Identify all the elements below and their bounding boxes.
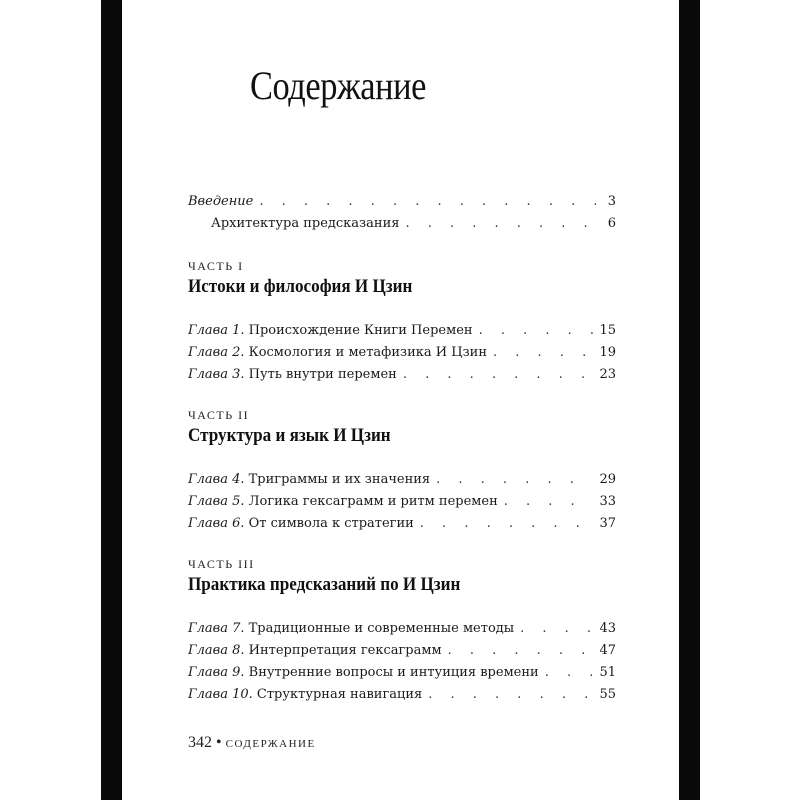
part-1-title: Истоки и философия И Цзин [188,276,413,297]
page-number: 19 [599,345,616,360]
part-2-title: Структура и язык И Цзин [188,425,391,446]
leader-dots [403,365,594,385]
chapter-title: Триграммы и их значения [248,472,431,487]
leader-dots [448,641,594,661]
chapter-prefix: Глава 7. [188,621,245,636]
page-number: 15 [599,323,616,338]
footer-page-number: 342 [188,734,212,751]
page-number: 6 [607,216,616,231]
leader-dots [479,321,594,341]
part-3-title: Практика предсказаний по И Цзин [188,574,461,595]
toc-entry-chapter-10[interactable] [188,685,616,705]
chapter-prefix: Глава 1. [188,323,245,338]
leader-dots [259,192,596,212]
chapter-prefix: Глава 10. [188,687,253,702]
page-number: 43 [599,621,616,636]
chapter-title: Космология и метафизика И Цзин [248,345,488,360]
page-number: 33 [599,494,616,509]
toc-entry-chapter-6[interactable] [188,514,616,534]
part-1-label: ЧАСТЬ I [188,259,244,273]
leader-dots [545,663,594,683]
toc-entry-chapter-4[interactable] [188,470,616,490]
chapter-title: Путь внутри перемен [248,367,397,382]
page-number: 51 [599,665,616,680]
footer-separator: • [216,734,222,751]
chapter-title: Традиционные и современные методы [248,621,515,636]
chapter-prefix: Глава 6. [188,516,245,531]
page-number: 47 [599,643,616,658]
left-black-border [101,0,122,800]
chapter-prefix: Глава 4. [188,472,245,487]
chapter-prefix: Глава 2. [188,345,245,360]
leader-dots [520,619,593,639]
chapter-title: Структурная навигация [256,687,423,702]
page-number: 3 [607,194,616,209]
chapter-prefix: Глава 5. [188,494,245,509]
page-number: 55 [599,687,616,702]
toc-entry-intro[interactable] [188,192,616,212]
chapter-prefix: Глава 8. [188,643,245,658]
toc-entry-chapter-9[interactable] [188,663,616,683]
page-number: 23 [599,367,616,382]
toc-entry-chapter-2[interactable] [188,343,616,363]
leader-dots [493,343,593,363]
toc-entry-chapter-3[interactable] [188,365,616,385]
part-2-label: ЧАСТЬ II [188,408,250,422]
intro-label: Введение [188,194,254,209]
sub-intro-label: Архитектура предсказания [211,216,400,231]
page-number: 29 [599,472,616,487]
chapter-title: Интерпретация гексаграмм [248,643,442,658]
toc-entry-chapter-8[interactable] [188,641,616,661]
chapter-title: Логика гексаграмм и ритм перемен [248,494,498,509]
part-3-label: ЧАСТЬ III [188,557,255,571]
chapter-prefix: Глава 3. [188,367,245,382]
footer-section-name: СОДЕРЖАНИЕ [225,738,316,750]
right-black-border [679,0,700,800]
leader-dots [405,214,596,234]
chapter-title: Происхождение Книги Перемен [248,323,473,338]
leader-dots [504,492,594,512]
toc-entry-chapter-5[interactable] [188,492,616,512]
leader-dots [436,470,593,490]
chapter-title: От символа к стратегии [248,516,414,531]
chapter-title: Внутренние вопросы и интуиция времени [248,665,539,680]
leader-dots [420,514,594,534]
page-title: Содержание [250,63,426,108]
toc-entry-chapter-1[interactable] [188,321,616,341]
leader-dots [428,685,593,705]
chapter-prefix: Глава 9. [188,665,245,680]
page-footer [188,734,316,752]
page-number: 37 [599,516,616,531]
toc-entry-sub-intro[interactable] [211,214,616,234]
toc-entry-chapter-7[interactable] [188,619,616,639]
